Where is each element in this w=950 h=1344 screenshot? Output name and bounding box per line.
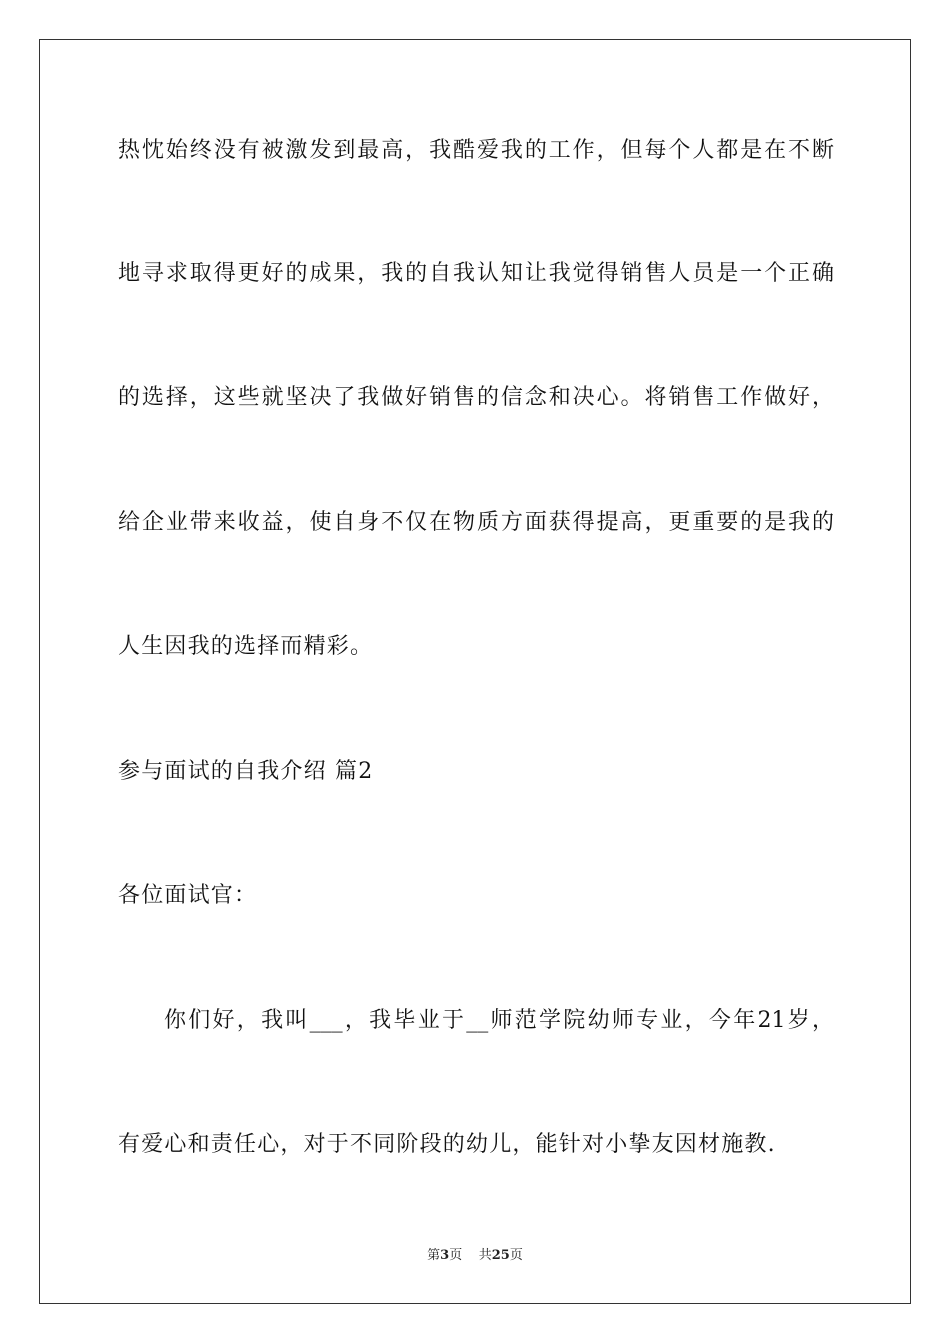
page-number: 3 xyxy=(440,1248,450,1263)
page-footer xyxy=(0,1247,950,1265)
body-line-3: 的选择，这些就坚决了我做好销售的信念和决心。将销售工作做好， xyxy=(118,385,834,410)
total-prefix: 共 xyxy=(478,1248,492,1263)
page-frame xyxy=(39,39,911,1304)
salutation: 各位面试官： xyxy=(118,883,258,908)
body-line-1: 热忱始终没有被激发到最高，我酷爱我的工作，但每个人都是在不断 xyxy=(118,138,834,163)
body-line-5: 人生因我的选择而精彩。 xyxy=(118,634,374,659)
section-heading: 参与面试的自我介绍 篇2 xyxy=(118,759,374,784)
para2-line-1: 你们好，我叫___，我毕业于__师范学院幼师专业，今年21岁， xyxy=(164,1008,834,1033)
total-suffix: 页 xyxy=(509,1248,523,1263)
para2-line-2: 有爱心和责任心，对于不同阶段的幼儿，能针对小挚友因材施教. xyxy=(118,1132,776,1157)
body-line-2: 地寻求取得更好的成果，我的自我认知让我觉得销售人员是一个正确 xyxy=(118,261,834,286)
body-line-4: 给企业带来收益，使自身不仅在物质方面获得提高，更重要的是我的 xyxy=(118,510,834,535)
page-suffix: 页 xyxy=(449,1248,463,1263)
page-prefix: 第 xyxy=(427,1248,441,1263)
total-pages: 25 xyxy=(491,1248,510,1263)
